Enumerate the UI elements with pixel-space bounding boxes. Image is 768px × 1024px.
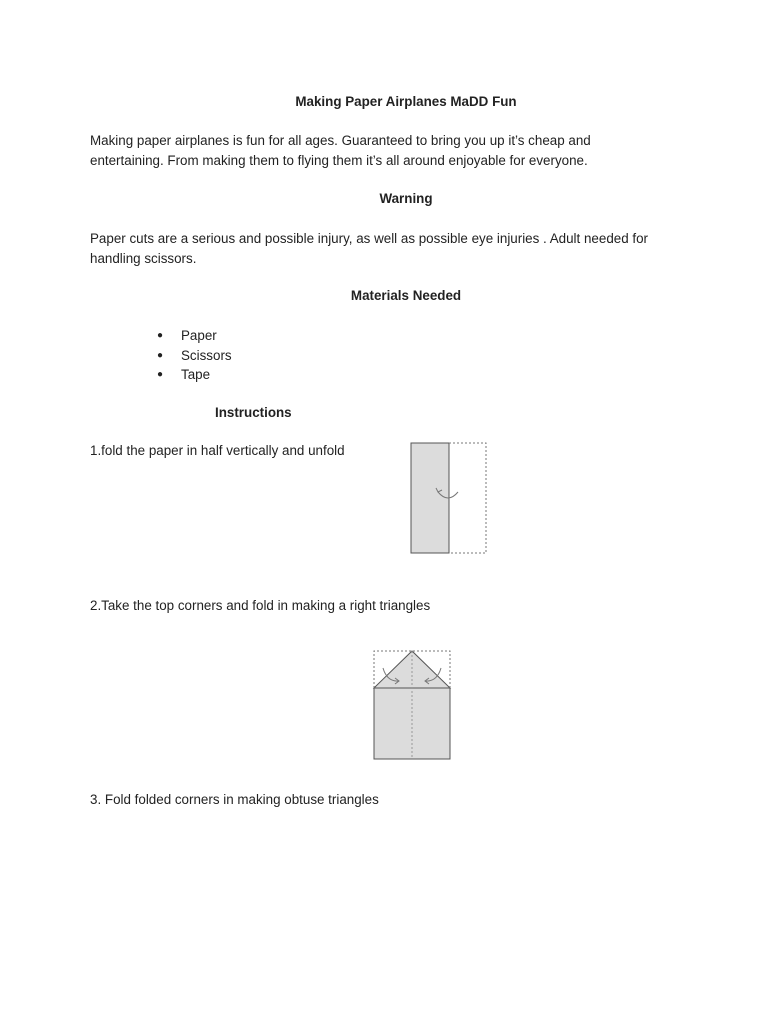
materials-item: ● Scissors (157, 346, 232, 366)
intro-line: Making paper airplanes is fun for all ages. Guaranteed to bring you up it’s cheap and (90, 133, 591, 148)
step-1-text: 1.fold the paper in half vertically and unfold (90, 443, 345, 458)
instructions-heading: Instructions (215, 405, 292, 420)
materials-list (157, 326, 232, 385)
step-3-text: 3. Fold folded corners in making obtuse triangles (90, 792, 379, 807)
paper-left-half (411, 443, 449, 553)
warning-line: Paper cuts are a serious and possible injury, as well as possible eye injuries . Adult needed for (90, 231, 649, 246)
page-title: Making Paper Airplanes MaDD Fun (295, 94, 517, 109)
intro-line: entertaining. From making them to flying them it’s all around enjoyable for everyone. (90, 152, 588, 168)
materials-item: ● Paper (157, 326, 232, 346)
step-2-fold-diagram (371, 648, 453, 762)
paper-right-half-outline (449, 443, 486, 553)
materials-item: ● Tape (157, 365, 232, 385)
step-1-fold-diagram (408, 440, 492, 556)
intro-paragraph (90, 131, 690, 170)
warning-line: handling scissors. (90, 250, 197, 266)
step-2-text: 2.Take the top corners and fold in making a right triangles (90, 598, 431, 613)
materials-heading: Materials Needed (350, 288, 462, 303)
warning-heading: Warning (379, 191, 433, 206)
warning-paragraph (90, 229, 690, 268)
